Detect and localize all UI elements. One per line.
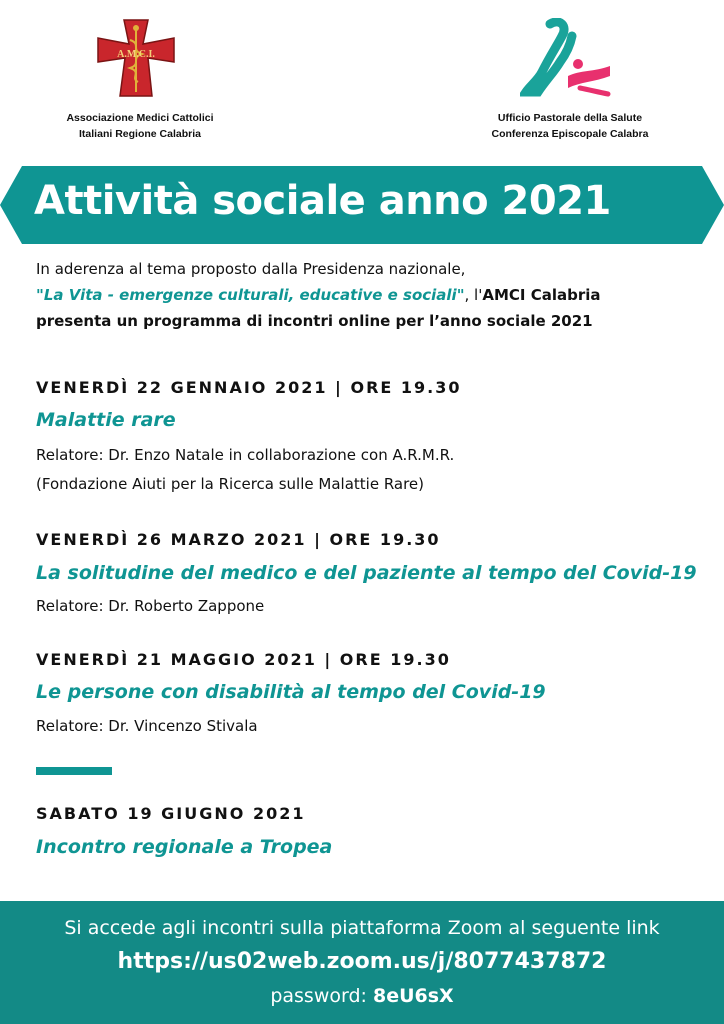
event-speaker — [36, 441, 454, 499]
zoom-password — [0, 985, 724, 1007]
intro-paragraph — [36, 256, 696, 334]
event-speaker — [36, 712, 258, 741]
speaker-line: Relatore: Dr. Roberto Zappone — [36, 597, 265, 615]
speaker-line: (Fondazione Aiuti per la Ricerca sulle Malattie Rare) — [36, 475, 425, 493]
svg-text:A.M.C.I.: A.M.C.I. — [117, 49, 155, 60]
speaker-line: Relatore: Dr. Enzo Natale in collaborazione con A.R.M.R. — [36, 446, 455, 464]
footer-zoom-info — [0, 901, 724, 1024]
left-org-line-1: Associazione Medici Cattolici — [66, 112, 214, 124]
event-date: SABATO 19 GIUGNO 2021 — [36, 804, 306, 823]
intro-connector: , l' — [464, 286, 483, 304]
left-org-line-2: Italiani Regione Calabria — [79, 128, 201, 140]
theme-quote: "La Vita - emergenze culturali, educative e sociali" — [36, 286, 465, 304]
event-title: Incontro regionale a Tropea — [36, 836, 333, 858]
event-title: Malattie rare — [36, 409, 176, 431]
password-value: 8eU6sX — [372, 985, 454, 1007]
event-title: Le persone con disabilità al tempo del Covid-19 — [36, 681, 546, 703]
right-org-line-2: Conferenza Episcopale Calabra — [491, 128, 649, 140]
amci-name: AMCI Calabria — [482, 286, 601, 304]
right-organization-name — [470, 110, 670, 142]
event-date: VENERDÌ 21 MAGGIO 2021 | ORE 19.30 — [36, 650, 451, 669]
event-speaker — [36, 592, 264, 621]
pastoral-office-logo — [520, 18, 616, 100]
event-date: VENERDÌ 22 GENNAIO 2021 | ORE 19.30 — [36, 378, 462, 397]
left-organization-name — [40, 110, 240, 142]
intro-line-2 — [36, 282, 696, 308]
speaker-line: Relatore: Dr. Vincenzo Stivala — [36, 717, 258, 735]
zoom-access-text: Si accede agli incontri sulla piattaforma Zoom al seguente link — [64, 917, 660, 939]
section-divider — [36, 767, 112, 775]
intro-line-3: presenta un programma di incontri online per l’anno sociale 2021 — [36, 312, 593, 330]
intro-line-1: In aderenza al tema proposto dalla Presidenza nazionale, — [36, 260, 466, 278]
password-label: password: — [270, 985, 373, 1007]
right-org-line-1: Ufficio Pastorale della Salute — [497, 112, 643, 124]
zoom-link[interactable]: https://us02web.zoom.us/j/8077437872 — [117, 949, 607, 974]
event-date: VENERDÌ 26 MARZO 2021 | ORE 19.30 — [36, 530, 441, 549]
amci-logo — [96, 18, 176, 98]
event-title: La solitudine del medico e del paziente al tempo del Covid-19 — [36, 562, 697, 584]
page-title: Attività sociale anno 2021 — [34, 178, 611, 224]
